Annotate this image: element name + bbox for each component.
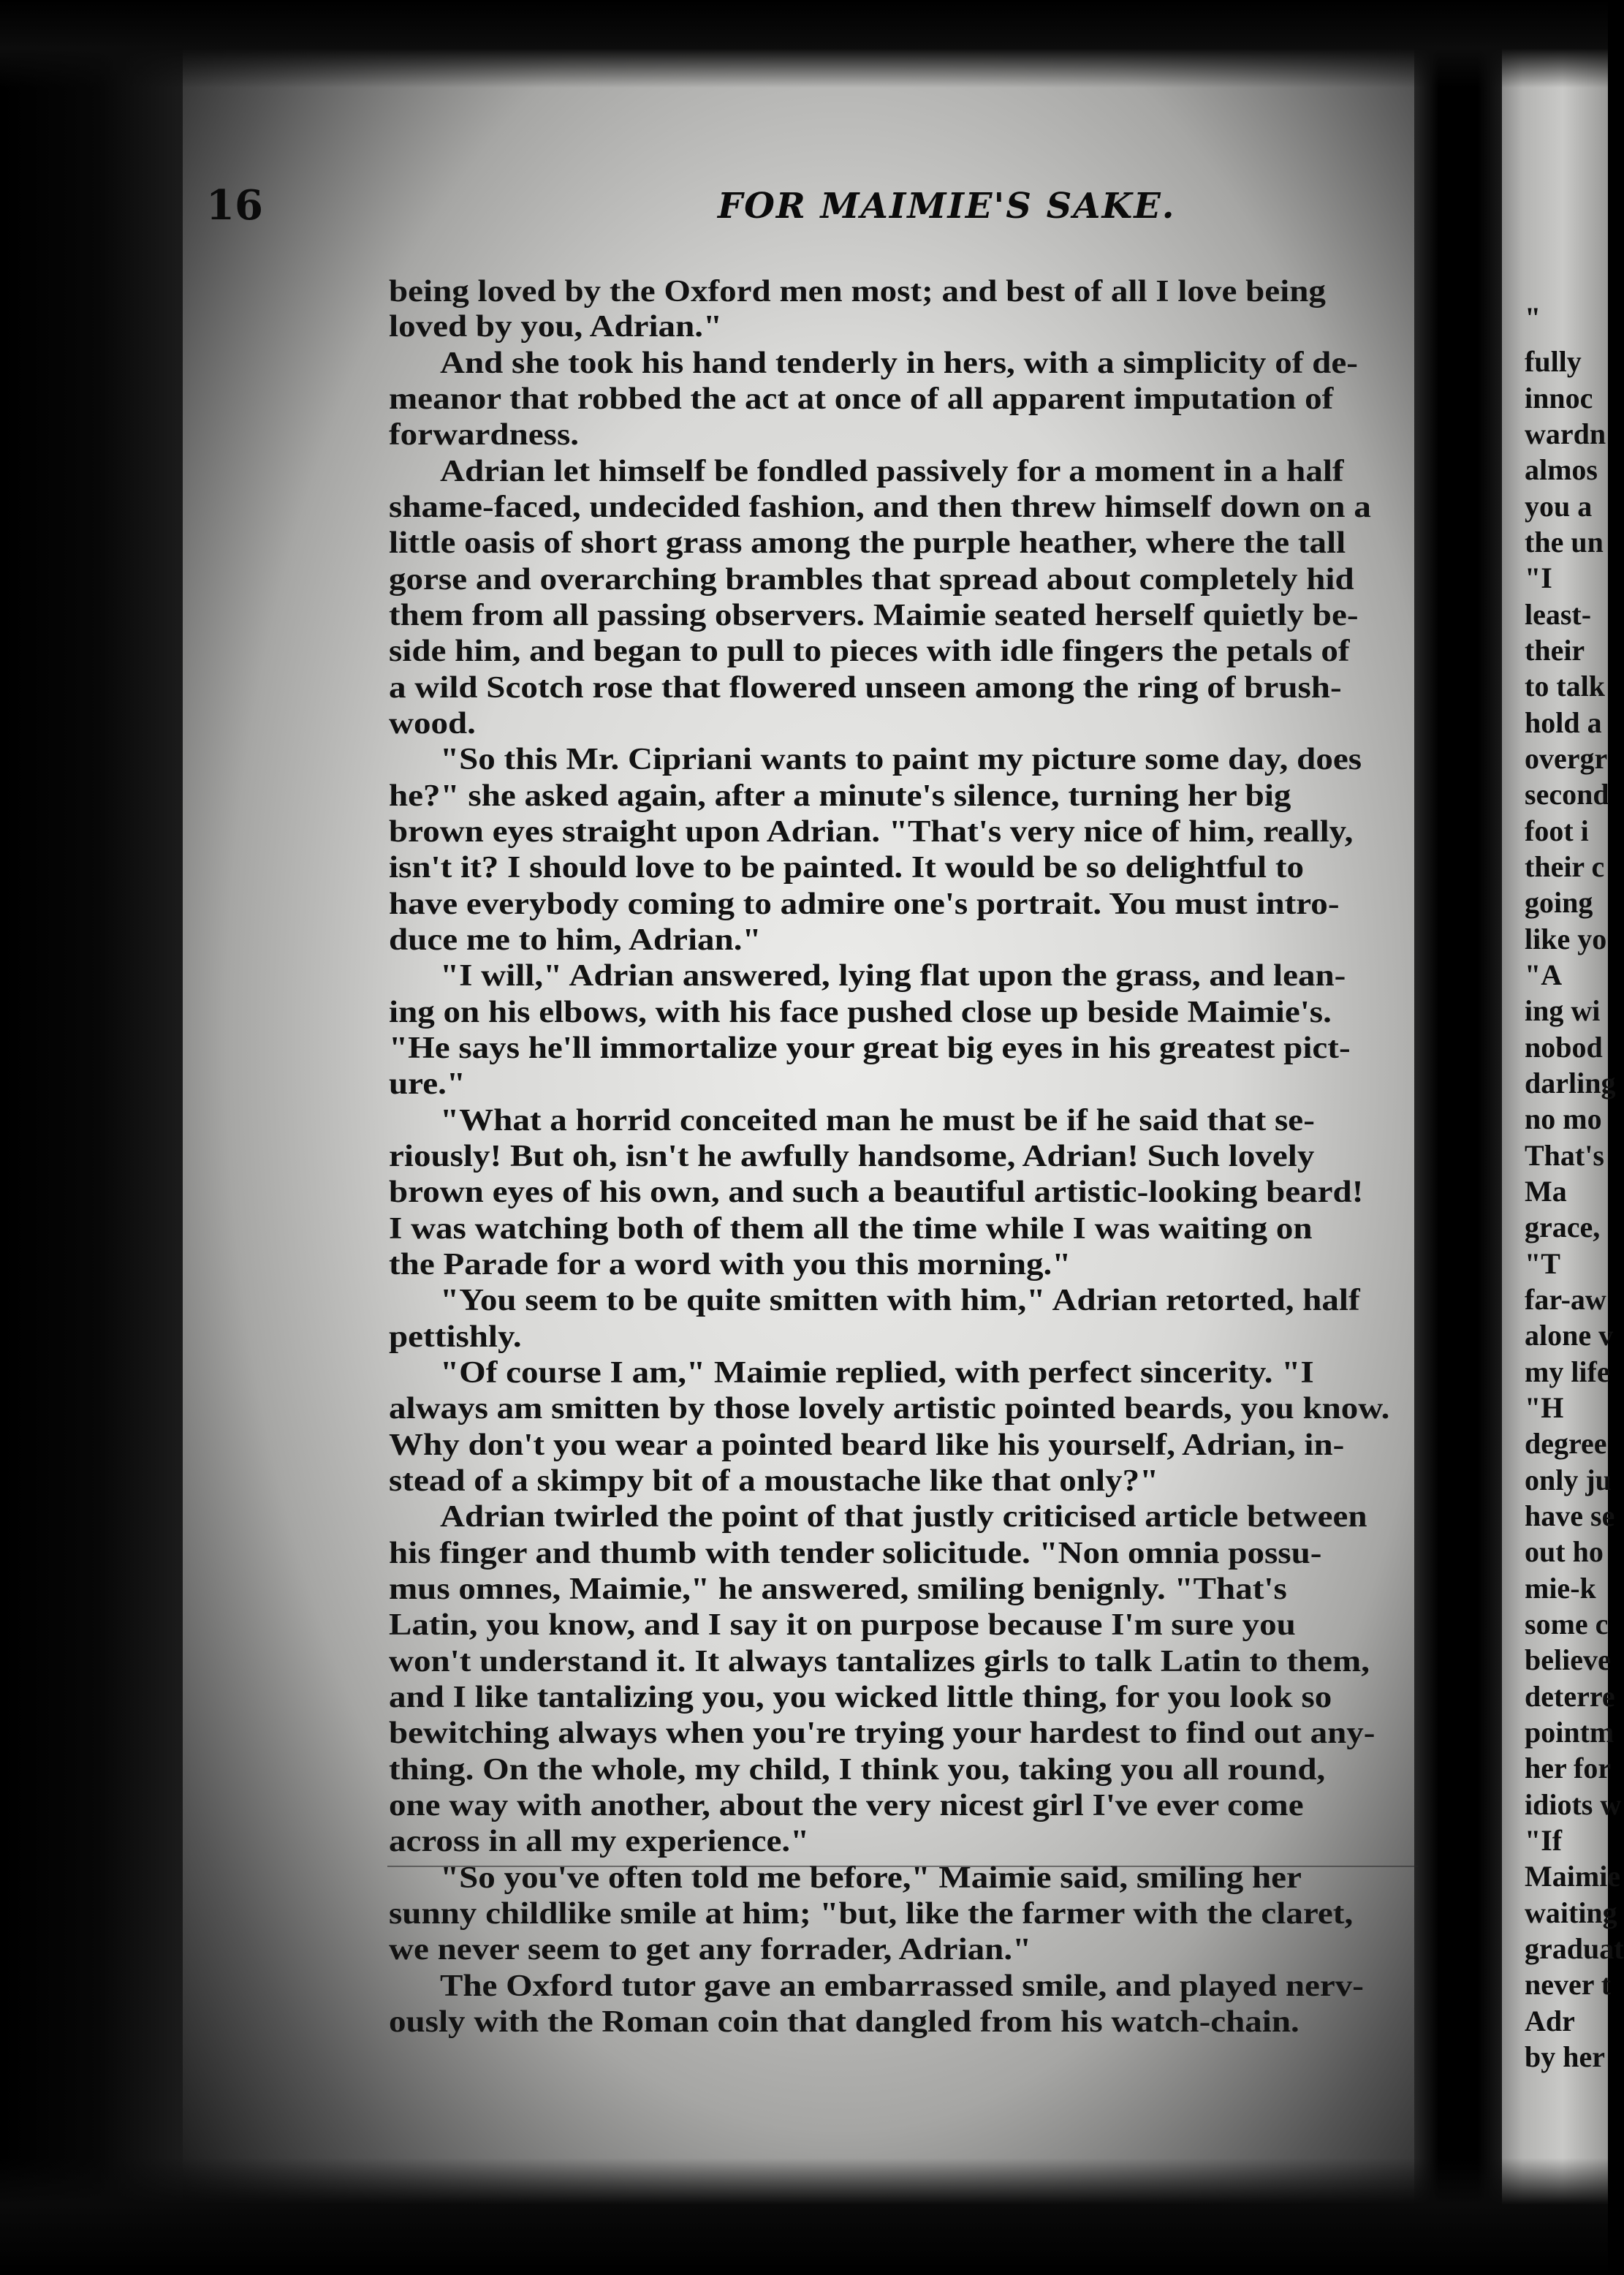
right-text-line: foot i <box>1525 814 1589 847</box>
right-text-line: going <box>1525 886 1593 919</box>
right-text-line: out ho <box>1525 1535 1604 1568</box>
right-text-line: by her <box>1525 2040 1605 2073</box>
right-text-line: deterre <box>1525 1680 1615 1713</box>
text-line: Latin, you know, and I say it on purpose because I'm sure you <box>389 1608 1296 1642</box>
right-text-line: some c <box>1525 1608 1609 1640</box>
right-text-line: their c <box>1525 850 1605 883</box>
page-number: 16 <box>206 181 263 230</box>
text-line: "So this Mr. Cipriani wants to paint my picture some day, does <box>440 743 1362 776</box>
right-text-line: overgr <box>1525 742 1608 775</box>
right-text-line: almos <box>1525 453 1598 486</box>
right-text-line: her for <box>1525 1752 1612 1784</box>
right-text-line: grace, <box>1525 1211 1601 1244</box>
right-text-line: That's <box>1525 1139 1604 1172</box>
text-line: And she took his hand tenderly in hers, with a simplicity of de- <box>440 347 1358 380</box>
text-line: being loved by the Oxford men most; and best of all I love being <box>389 275 1326 308</box>
right-text-line: " <box>1525 301 1541 334</box>
text-line: and I like tantalizing you, you wicked little thing, for you look so <box>389 1681 1332 1714</box>
running-head <box>206 181 1449 232</box>
text-line: ously with the Roman coin that dangled from his watch-chain. <box>389 2005 1299 2039</box>
text-line: "You seem to be quite smitten with him," Adrian retorted, half <box>440 1284 1360 1317</box>
text-line: them from all passing observers. Maimie seated herself quietly be- <box>389 599 1359 632</box>
text-line: sunny childlike smile at him; "but, like the farmer with the claret, <box>389 1897 1354 1931</box>
text-line: duce me to him, Adrian." <box>389 923 762 957</box>
right-text-line: graduat <box>1525 1932 1624 1965</box>
bottom-scan-shadow <box>0 2158 1608 2275</box>
text-line: wood. <box>389 707 476 741</box>
text-line: bewitching always when you're trying your hardest to find out any- <box>389 1716 1376 1750</box>
text-line: ing on his elbows, with his face pushed close up beside Maimie's. <box>389 996 1332 1029</box>
text-line: he?" she asked again, after a minute's silence, turning her big <box>389 779 1291 813</box>
right-text-line: the un <box>1525 526 1604 559</box>
text-line: loved by you, Adrian." <box>389 310 723 344</box>
text-line: riously! But oh, isn't he awfully handsome, Adrian! Such lovely <box>389 1140 1315 1173</box>
right-text-line: Adr <box>1525 2005 1575 2037</box>
text-line: one way with another, about the very nicest girl I've ever come <box>389 1789 1304 1822</box>
text-line: shame-faced, undecided fashion, and then threw himself down on a <box>389 491 1371 524</box>
right-text-line: like yo <box>1525 923 1607 955</box>
right-text-line: "T <box>1525 1247 1560 1280</box>
right-text-line: darling <box>1525 1067 1616 1099</box>
right-text-line: mie-k <box>1525 1572 1596 1605</box>
text-line: Adrian let himself be fondled passively for a moment in a half <box>440 455 1344 488</box>
right-text-line: far-aw <box>1525 1283 1606 1316</box>
right-text-line: never t <box>1525 1968 1612 2001</box>
right-text-line: second <box>1525 778 1609 811</box>
text-line: I was watching both of them all the time while I was waiting on <box>389 1212 1313 1246</box>
right-text-line: innoc <box>1525 382 1593 415</box>
text-line: the Parade for a word with you this morning." <box>389 1248 1071 1282</box>
text-line: stead of a skimpy bit of a moustache like that only?" <box>389 1464 1159 1498</box>
text-line: "Of course I am," Maimie replied, with perfect sincerity. "I <box>440 1356 1314 1390</box>
right-text-line: my life <box>1525 1355 1610 1388</box>
text-line: isn't it? I should love to be painted. It would be so delightful to <box>389 851 1305 885</box>
right-text-line: "I <box>1525 561 1552 594</box>
right-text-line: wardn <box>1525 417 1606 450</box>
right-text-line: Maimie <box>1525 1860 1621 1893</box>
right-text-line: least- <box>1525 598 1592 631</box>
right-text-line: to talk <box>1525 670 1605 703</box>
right-text-line: degree <box>1525 1427 1607 1460</box>
text-line: little oasis of short grass among the purple heather, where the tall <box>389 526 1346 560</box>
text-line: "So you've often told me before," Maimie said, smiling her <box>440 1861 1302 1895</box>
right-text-line: pointm <box>1525 1716 1614 1749</box>
text-line: brown eyes of his own, and such a beautiful artistic-looking beard! <box>389 1176 1364 1209</box>
running-title: FOR MAIMIE'S SAKE. <box>718 186 1176 227</box>
right-text-line: idiots w <box>1525 1788 1622 1821</box>
right-text-line: "H <box>1525 1391 1564 1424</box>
text-line: "I will," Adrian answered, lying flat upon the grass, and lean- <box>440 959 1346 993</box>
text-line: mus omnes, Maimie," he answered, smiling benignly. "That's <box>389 1572 1287 1606</box>
right-text-line: ing wi <box>1525 994 1601 1027</box>
text-line: thing. On the whole, my child, I think you, taking you all round, <box>389 1753 1326 1787</box>
right-text-line: nobod <box>1525 1031 1603 1064</box>
right-text-line: you a <box>1525 490 1593 523</box>
right-text-line: believe <box>1525 1643 1611 1676</box>
right-text-line: have se <box>1525 1499 1615 1532</box>
right-page-text <box>1525 300 1624 2091</box>
right-text-line: alone v <box>1525 1319 1614 1352</box>
book-gutter <box>1414 0 1502 2275</box>
right-text-line: "A <box>1525 958 1563 991</box>
text-line: a wild Scotch rose that flowered unseen among the ring of brush- <box>389 671 1342 705</box>
text-line: pettishly. <box>389 1320 522 1354</box>
right-text-line: Ma <box>1525 1175 1567 1208</box>
right-text-line: their <box>1525 634 1585 667</box>
text-line: forwardness. <box>389 418 580 452</box>
text-line: Adrian twirled the point of that justly criticised article between <box>440 1500 1367 1534</box>
text-line: "He says he'll immortalize your great big eyes in his greatest pict- <box>389 1031 1351 1065</box>
right-text-line: only ju <box>1525 1464 1612 1496</box>
text-line: "What a horrid conceited man he must be if he said that se- <box>440 1104 1315 1138</box>
top-scan-shadow <box>0 0 1608 88</box>
text-line: Why don't you wear a pointed beard like his yourself, Adrian, in- <box>389 1428 1345 1462</box>
body-text <box>389 273 1427 2064</box>
text-line: won't understand it. It always tantalizes girls to talk Latin to them, <box>389 1645 1370 1678</box>
right-text-line: waiting <box>1525 1896 1617 1929</box>
text-line: always am smitten by those lovely artistic pointed beards, you know. <box>389 1392 1390 1426</box>
right-text-line: "If <box>1525 1824 1563 1857</box>
text-line: brown eyes straight upon Adrian. "That's very nice of him, really, <box>389 815 1354 849</box>
right-text-line: hold a <box>1525 706 1602 739</box>
text-line: gorse and overarching brambles that spread about completely hid <box>389 563 1354 597</box>
text-line: meanor that robbed the act at once of all apparent imputation of <box>389 382 1334 416</box>
right-text-line: no mo <box>1525 1102 1602 1135</box>
text-line: across in all my experience." <box>389 1825 810 1858</box>
text-line: have everybody coming to admire one's portrait. You must intro- <box>389 887 1340 921</box>
text-line: ure." <box>389 1067 466 1101</box>
text-line: his finger and thumb with tender solicitude. "Non omnia possu- <box>389 1537 1322 1570</box>
right-text-line: fully <box>1525 345 1582 378</box>
scan-scratch-line <box>387 1866 1418 1867</box>
text-line: side him, and began to pull to pieces with idle fingers the petals of <box>389 635 1350 668</box>
text-line: we never seem to get any forrader, Adrian." <box>389 1933 1032 1967</box>
text-line: The Oxford tutor gave an embarrassed smile, and played nerv- <box>440 1969 1364 2003</box>
